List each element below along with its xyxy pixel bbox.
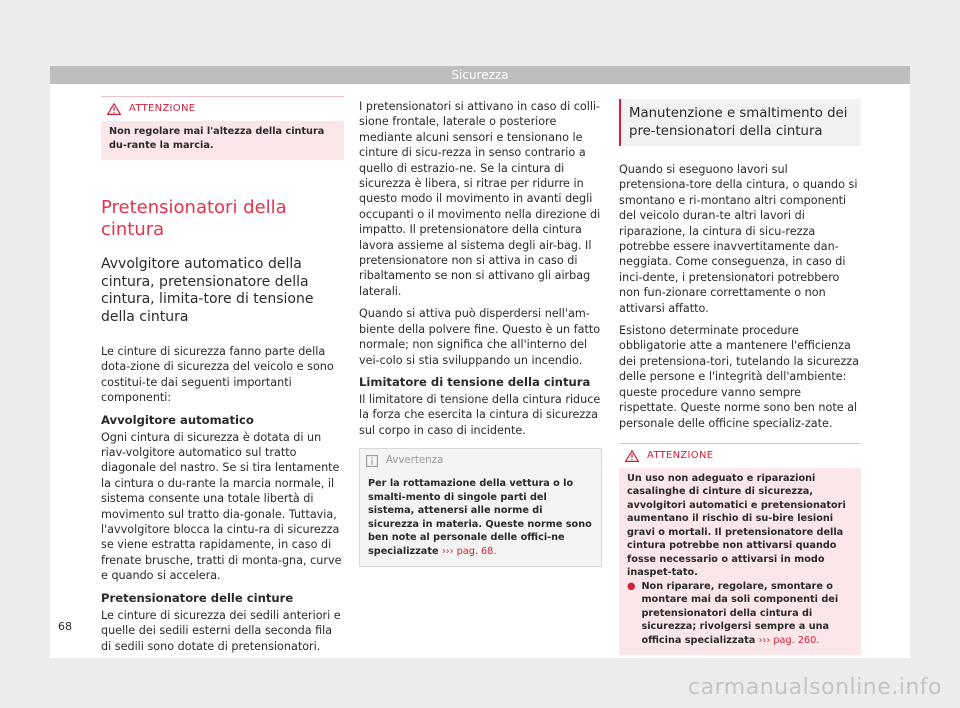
- section-subtitle: Avvolgitore automatico della cintura, pretensionatore della cintura, limita-tore di tensione della cintura: [101, 256, 314, 325]
- warning-label: ATTENZIONE: [129, 103, 196, 115]
- section-heading: Manutenzione e smaltimento dei pre-tensionatori della cintura: [619, 99, 861, 146]
- warning-header: [101, 97, 344, 121]
- paragraph: Il limitatore di tensione della cintura riduce la forza che esercita la cintura di sicurezza sul corpo in caso di incidente.: [359, 392, 601, 437]
- paragraph: Quando si attiva può disperdersi nell'am-biente della polvere fine. Questo è un fatto normale; non significa che all'interno del vei-colo si stia sviluppando un incendio.: [359, 307, 601, 367]
- watermark: carmanualsonline.info: [688, 675, 942, 700]
- bullet-text: [641, 580, 853, 648]
- paragraph: Esistono determinate procedure obbligatorie atte a mantenere l'efficienza dei pretensiona-tori, tutelando la sicurezza delle persone e l'integrità dell'ambiente: queste procedure vanno sempre rispettate. Queste norme sono ben note al personale delle officine specializ-zate.: [619, 324, 860, 430]
- paragraph: I pretensionatori si attivano in caso di colli-sione frontale, laterale o posteriore mediante alcuni sensori e tensionano le cinture di sicu-rezza in senso contrario a quello di estrazio-ne. Se la cintura di sicurezza è libera, si ritrae per ridurre in questo modo il movimento in avanti degli occupanti o il movimento nella direzione di impatto. Il pretensionatore della cintura lavora assieme al sistema degli air-bag. Il pretensionatore non si attiva in caso di ribaltamento se non si attivano gli airbag laterali.: [359, 100, 601, 298]
- paragraph: Quando si eseguono lavori sul pretensiona-tore della cintura, o quando si smontano e ri-montano altri componenti del veicolo duran-te altri lavori di riparazione, la cintura di sicu-rezza potrebbe essere inavvertitamente dan-neggiata. Come conseguenza, in caso di inci-dente, i pretensionatori potrebbero non fun-zionare correttamente o non attivarsi affatto.: [619, 163, 858, 315]
- warning-icon: [625, 450, 639, 462]
- bullet-content: Non riparare, regolare, smontare o montare mai da soli componenti dei pretensionatori della cintura di sicurezza; rivolgersi sempre a una officina specializzata: [641, 580, 839, 646]
- note-label: Avvertenza: [386, 455, 444, 467]
- column-1: [101, 96, 344, 661]
- paragraph: Le cinture di sicurezza fanno parte della dota-zione di sicurezza del veicolo e sono costitui-te dai seguenti importanti componenti:: [101, 345, 334, 405]
- info-icon: [366, 455, 378, 467]
- note-content: Per la rottamazione della vettura o lo smalti-mento di singole parti del sistema, attenersi alle norme di sicurezza in materia. Queste norme sono ben note al personale delle offici-ne specializzate: [368, 478, 592, 557]
- warning-label: ATTENZIONE: [647, 450, 714, 462]
- note-header: [360, 449, 601, 473]
- paragraph: Le cinture di sicurezza dei sedili anteriori e quelle dei sedili esterni della seconda fila di sedili sono dotate di pretensionatori.: [101, 608, 341, 653]
- subheading: Avvolgitore automatico: [101, 412, 254, 427]
- note-box: [359, 448, 602, 567]
- warning-header: [619, 444, 861, 468]
- warning-box: [619, 443, 861, 656]
- page-header: Sicurezza: [50, 66, 910, 84]
- warning-text: Non regolare mai l'altezza della cintura du-rante la marcia.: [109, 126, 325, 151]
- warning-bullet: [627, 580, 853, 648]
- subheading: Pretensionatore delle cinture: [101, 590, 294, 605]
- note-text: [360, 473, 601, 566]
- bullet-icon: ●: [627, 580, 636, 592]
- page-number: 68: [58, 620, 72, 633]
- column-3: [619, 99, 861, 655]
- section-title: Pretensionatori della cintura: [101, 197, 287, 240]
- paragraph: Ogni cintura di sicurezza è dotata di un riav-volgitore automatico sul tratto diagonale del nastro. Se si tira lentamente la cintura o du-rante la marcia normale, il sistema consente una totale libertà di movimento sul tratto dia-gonale. Tuttavia, l'avvolgitore blocca la cintu-ra di sicurezza se viene estratta rapidamente, in caso di frenate brusche, tratti di monta-gna, curve e quando si accelera.: [101, 430, 342, 583]
- page-reference-link[interactable]: ››› pag. 260.: [758, 634, 820, 646]
- warning-text: [619, 468, 861, 656]
- warning-icon: [107, 103, 121, 115]
- warning-box: [101, 96, 344, 160]
- warning-content: Un uso non adeguato e riparazioni casalinghe di cinture di sicurezza, avvolgitori automatici e pretensionatori aumentano il rischio di su-bire lesioni gravi o mortali. Il pretensionatore della cintura potrebbe non attivarsi quando fosse necessario o attivarsi in modo inaspet-tato.: [627, 472, 846, 579]
- subheading: Limitatore di tensione della cintura: [359, 374, 591, 389]
- column-2: [359, 99, 602, 567]
- page-reference-link[interactable]: ››› pag. 68.: [441, 545, 497, 557]
